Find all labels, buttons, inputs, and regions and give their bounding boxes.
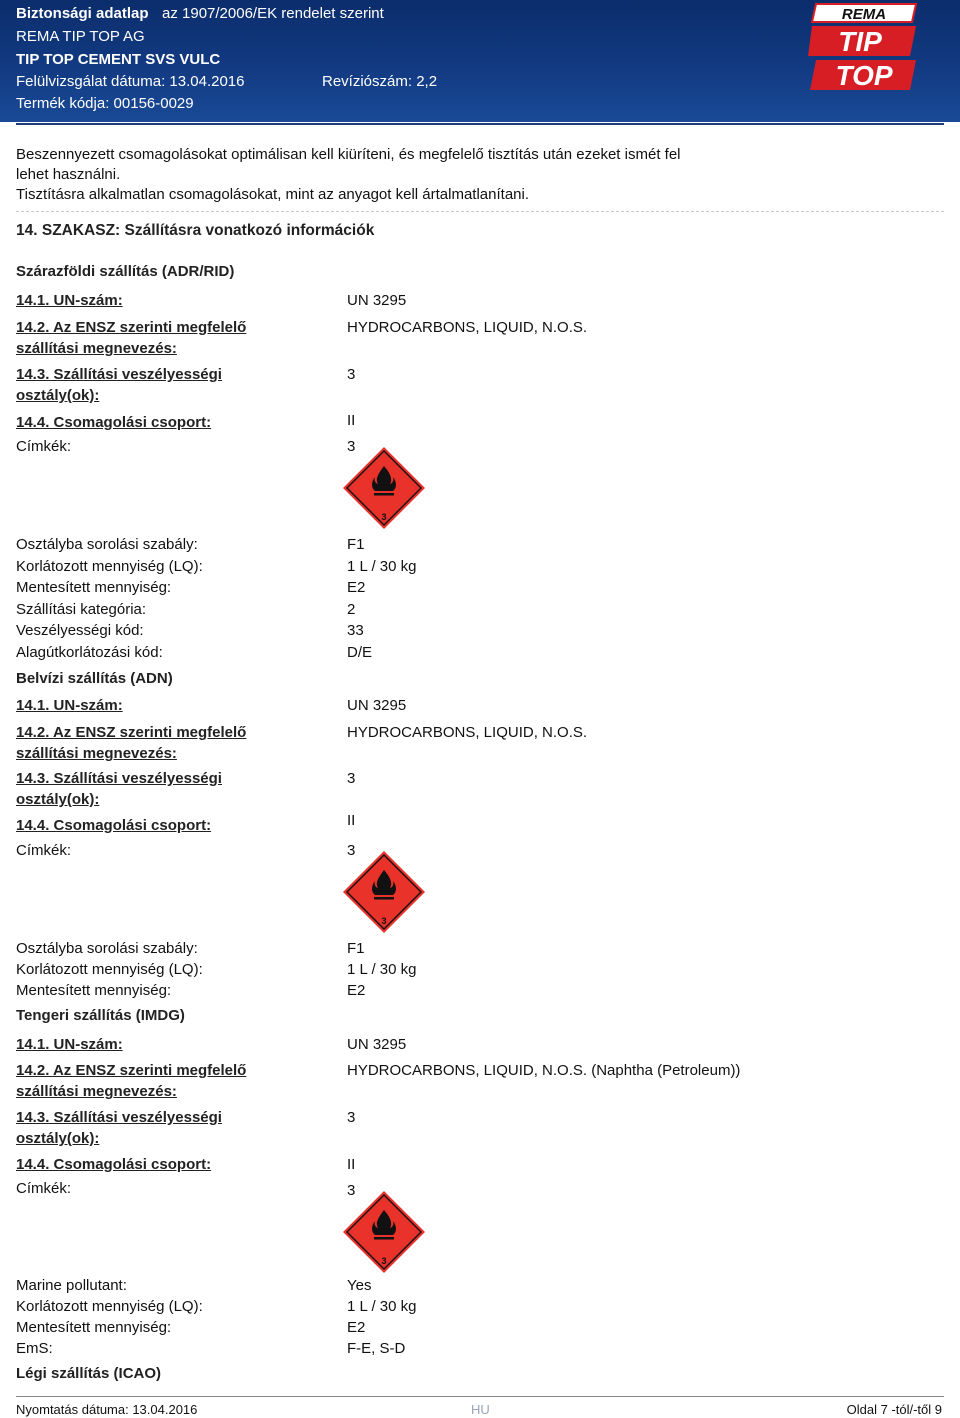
adn-eq-label: Mentesített mennyiség:	[16, 982, 172, 999]
imdg-class-value: 3	[347, 1109, 356, 1126]
imdg-labels-value: 3	[347, 1182, 356, 1199]
imdg-ems-value: F-E, S-D	[347, 1340, 406, 1357]
print-date: Nyomtatás dátuma: 13.04.2016	[16, 1402, 198, 1417]
adn-eq-value: E2	[347, 982, 366, 999]
adn-lq-label: Korlátozott mennyiség (LQ):	[16, 961, 203, 978]
logo-text-mid: TIP	[838, 26, 882, 57]
imdg-marine-label: Marine pollutant:	[16, 1277, 127, 1294]
adr-class-value: 3	[347, 366, 356, 383]
imdg-heading: Tengeri szállítás (IMDG)	[16, 1007, 185, 1024]
company-name: REMA TIP TOP AG	[16, 28, 145, 45]
imdg-flammable-liquid-placard-icon	[342, 1190, 426, 1274]
adr-lq-label: Korlátozott mennyiség (LQ):	[16, 558, 203, 575]
imdg-lq-label: Korlátozott mennyiség (LQ):	[16, 1298, 203, 1315]
adn-class-value: 3	[347, 770, 356, 787]
product-code: Termék kódja: 00156-0029	[16, 95, 194, 112]
imdg-name-value: HYDROCARBONS, LIQUID, N.O.S. (Naphtha (Petroleum))	[347, 1062, 741, 1079]
intro-line-3: Tisztításra alkalmatlan csomagolásokat, mint az anyagot kell ártalmatlanítani.	[16, 186, 530, 203]
imdg-un-value: UN 3295	[347, 1036, 407, 1053]
adr-name-label-2: szállítási megnevezés:	[16, 340, 177, 357]
adr-class-label-2: osztály(ok):	[16, 387, 100, 404]
adr-eq-value: E2	[347, 579, 366, 596]
adr-flammable-liquid-placard-icon	[342, 446, 426, 530]
adn-un-value: UN 3295	[347, 697, 407, 714]
adr-placard-number: 3	[381, 512, 387, 522]
adr-pg-label: 14.4. Csomagolási csoport:	[16, 414, 212, 431]
section-title: 14. SZAKASZ: Szállításra vonatkozó információk	[16, 222, 375, 239]
adn-name-label-2: szállítási megnevezés:	[16, 745, 177, 762]
adr-labels-label: Címkék:	[16, 438, 72, 455]
product-name: TIP TOP CEMENT SVS VULC	[16, 51, 221, 68]
footer-divider	[16, 1396, 944, 1397]
imdg-class-label-2: osztály(ok):	[16, 1130, 100, 1147]
document-title: Biztonsági adatlap	[16, 5, 149, 22]
adn-labels-label: Címkék:	[16, 842, 72, 859]
adr-class-label-1: 14.3. Szállítási veszélyességi	[16, 366, 222, 383]
adn-pg-label: 14.4. Csomagolási csoport:	[16, 817, 212, 834]
adn-name-label-1: 14.2. Az ENSZ szerinti megfelelő	[16, 724, 247, 741]
adr-name-label-1: 14.2. Az ENSZ szerinti megfelelő	[16, 319, 247, 336]
rema-tip-top-logo	[808, 2, 918, 92]
adr-hazard-value: 33	[347, 622, 364, 639]
adr-heading: Szárazföldi szállítás (ADR/RID)	[16, 263, 235, 280]
imdg-name-label-2: szállítási megnevezés:	[16, 1083, 177, 1100]
imdg-lq-value: 1 L / 30 kg	[347, 1298, 417, 1315]
logo-text-top: REMA	[841, 6, 887, 23]
adn-name-value: HYDROCARBONS, LIQUID, N.O.S.	[347, 724, 588, 741]
adr-hazard-label: Veszélyességi kód:	[16, 622, 144, 639]
header-divider	[16, 123, 944, 125]
adr-eq-label: Mentesített mennyiség:	[16, 579, 172, 596]
adn-rule-value: F1	[347, 940, 365, 957]
imdg-eq-value: E2	[347, 1319, 366, 1336]
imdg-eq-label: Mentesített mennyiség:	[16, 1319, 172, 1336]
adr-rule-value: F1	[347, 536, 365, 553]
adr-tunnel-label: Alagútkorlátozási kód:	[16, 644, 163, 661]
adn-class-label-2: osztály(ok):	[16, 791, 100, 808]
adn-un-label: 14.1. UN-szám:	[16, 697, 123, 714]
adr-cat-value: 2	[347, 601, 356, 618]
imdg-class-label-1: 14.3. Szállítási veszélyességi	[16, 1109, 222, 1126]
document-header	[0, 0, 960, 122]
adn-rule-label: Osztályba sorolási szabály:	[16, 940, 198, 957]
logo-text-bottom: TOP	[835, 60, 893, 91]
adr-un-value: UN 3295	[347, 292, 407, 309]
adn-pg-value: II	[347, 812, 356, 829]
adr-lq-value: 1 L / 30 kg	[347, 558, 417, 575]
page-number: Oldal 7 -tól/-től 9	[846, 1402, 942, 1417]
icao-heading: Légi szállítás (ICAO)	[16, 1365, 162, 1382]
imdg-name-label-1: 14.2. Az ENSZ szerinti megfelelő	[16, 1062, 247, 1079]
adr-tunnel-value: D/E	[347, 644, 373, 661]
section-divider	[16, 211, 944, 212]
adr-cat-label: Szállítási kategória:	[16, 601, 147, 618]
adn-class-label-1: 14.3. Szállítási veszélyességi	[16, 770, 222, 787]
imdg-pg-value: II	[347, 1156, 356, 1173]
imdg-labels-label: Címkék:	[16, 1180, 72, 1197]
intro-line-1: Beszennyezett csomagolásokat optimálisan kell kiüríteni, és megfelelő tisztítás után ezeket ismét fel	[16, 146, 681, 163]
imdg-ems-label: EmS:	[16, 1340, 53, 1357]
adr-labels-value: 3	[347, 438, 356, 455]
imdg-un-label: 14.1. UN-szám:	[16, 1036, 123, 1053]
adn-labels-value: 3	[347, 842, 356, 859]
adr-rule-label: Osztályba sorolási szabály:	[16, 536, 198, 553]
imdg-pg-label: 14.4. Csomagolási csoport:	[16, 1156, 212, 1173]
adn-lq-value: 1 L / 30 kg	[347, 961, 417, 978]
adn-heading: Belvízi szállítás (ADN)	[16, 670, 173, 687]
adr-un-label: 14.1. UN-szám:	[16, 292, 123, 309]
adn-flammable-liquid-placard-icon	[342, 850, 426, 934]
imdg-placard-number: 3	[381, 1256, 387, 1266]
revision-number: Revíziószám: 2,2	[322, 73, 438, 90]
imdg-marine-value: Yes	[347, 1277, 372, 1294]
adr-pg-value: II	[347, 412, 356, 429]
language-code: HU	[471, 1402, 490, 1417]
intro-line-2: lehet használni.	[16, 166, 121, 183]
adr-name-value: HYDROCARBONS, LIQUID, N.O.S.	[347, 319, 588, 336]
regulation-text: az 1907/2006/EK rendelet szerint	[162, 5, 384, 22]
review-date: Felülvizsgálat dátuma: 13.04.2016	[16, 73, 245, 90]
adn-placard-number: 3	[381, 916, 387, 926]
